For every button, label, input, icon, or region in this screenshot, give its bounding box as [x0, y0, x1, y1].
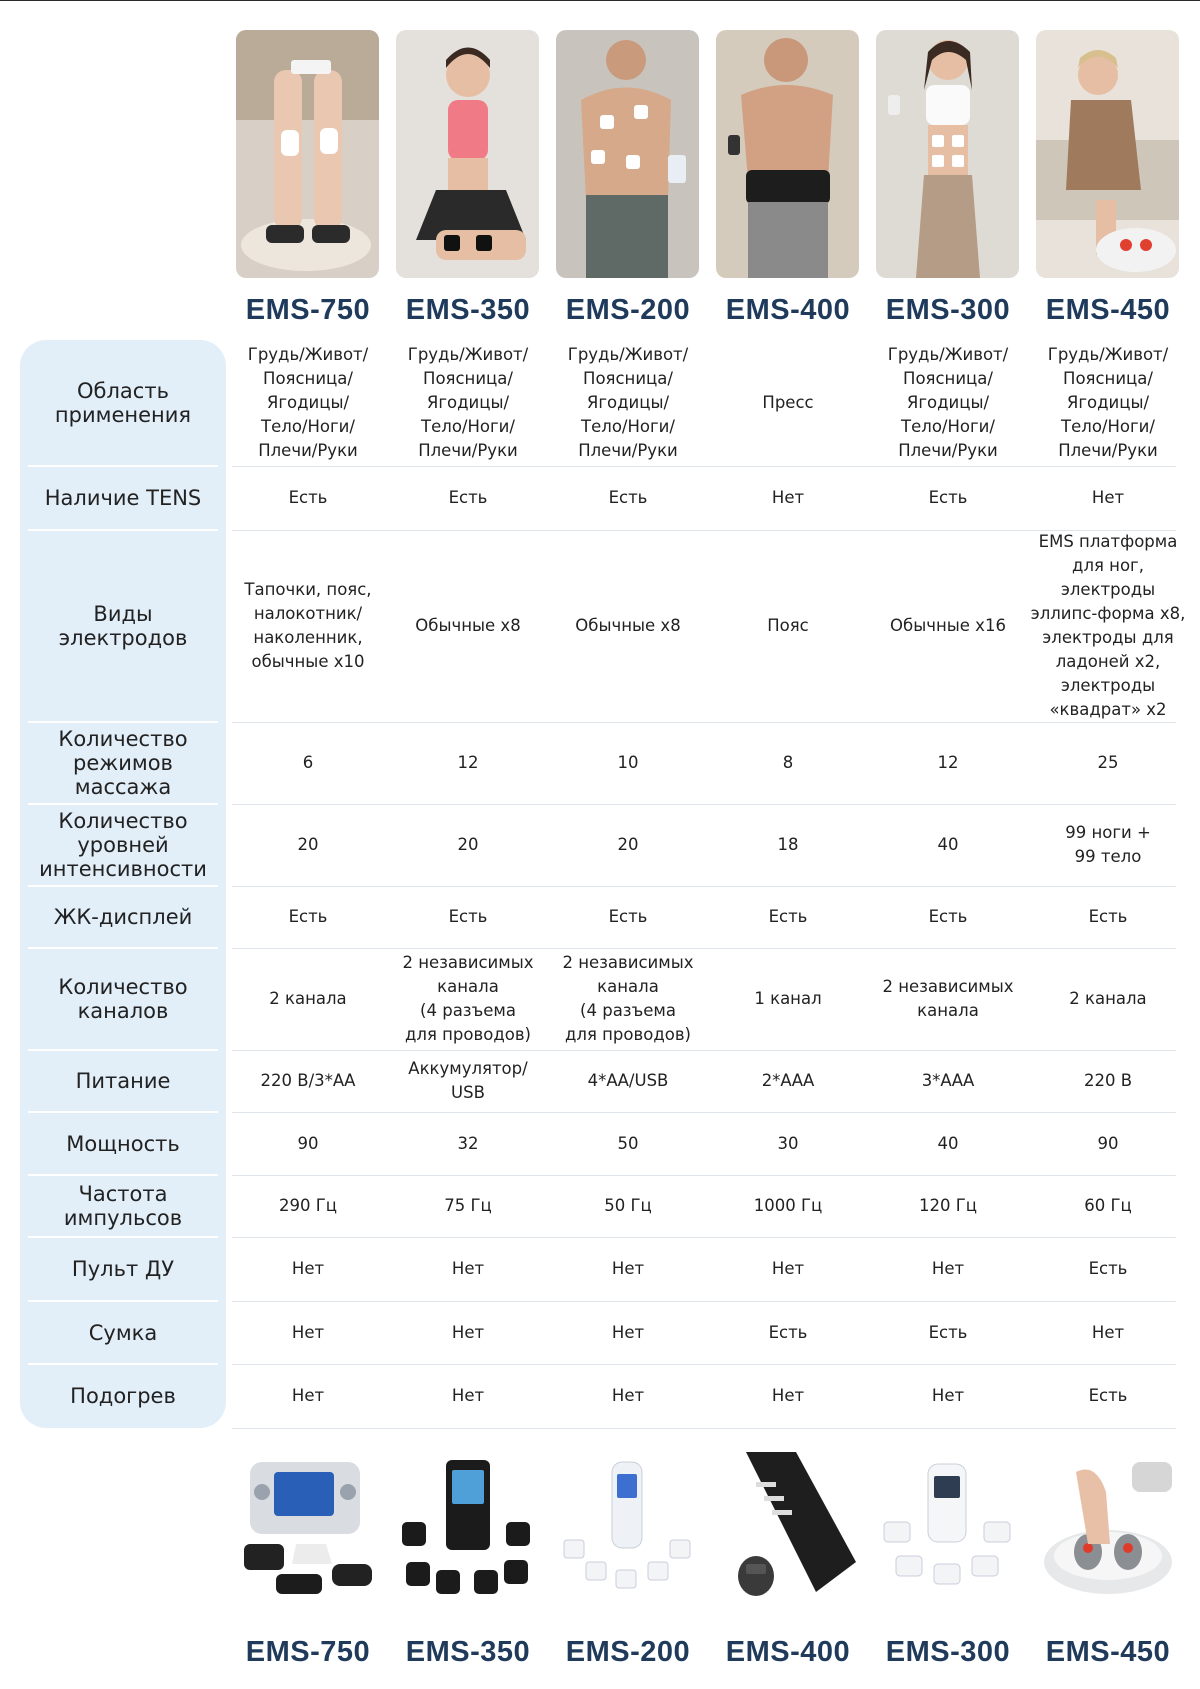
- table-cell: 60 Гц: [1084, 1196, 1132, 1215]
- photo-ems-400: [716, 30, 859, 278]
- row-label: Количество каналов: [58, 975, 188, 1023]
- product-ems-400: [716, 1452, 859, 1600]
- table-cell: 1000 Гц: [753, 1196, 823, 1215]
- man-belt-icon: [716, 30, 859, 278]
- product-ems-200: [556, 1452, 699, 1600]
- table-cell: Есть: [288, 488, 328, 507]
- woman-thigh-electrodes-icon: [396, 30, 539, 278]
- ems-200-kit-icon: [556, 1452, 699, 1600]
- row-label: Пульт ДУ: [71, 1257, 175, 1281]
- table-cell: Есть: [288, 907, 328, 926]
- table-cell: Пресс: [762, 393, 814, 412]
- table-cell: Нет: [931, 1259, 965, 1278]
- table-cell: 4*АА/USB: [587, 1071, 669, 1090]
- table-cell: Нет: [451, 1322, 485, 1342]
- model-title-top: EMS-350: [405, 294, 531, 326]
- table-cell: 32: [457, 1133, 479, 1153]
- row-label: ЖК-дисплей: [53, 905, 193, 929]
- table-cell: Есть: [768, 1322, 808, 1342]
- table-cell: Нет: [1091, 1322, 1125, 1342]
- table-cell: 20: [457, 835, 479, 854]
- product-ems-450: [1036, 1452, 1179, 1600]
- table-cell: 1 канал: [754, 989, 822, 1008]
- table-cell: Нет: [771, 1386, 805, 1405]
- photo-ems-200: [556, 30, 699, 278]
- table-cell: 75 Гц: [444, 1196, 492, 1215]
- table-cell: Обычные х8: [575, 616, 681, 635]
- row-label: Сумка: [88, 1320, 158, 1345]
- model-title-top: EMS-300: [885, 294, 1011, 326]
- row-label: Область применения: [54, 379, 192, 427]
- ems-750-kit-icon: [236, 1452, 379, 1600]
- table-cell: 2 канала: [269, 989, 347, 1008]
- table-cell: 90: [297, 1133, 319, 1153]
- table-cell: 90: [1097, 1133, 1119, 1153]
- woman-abdomen-electrodes-icon: [876, 30, 1019, 278]
- row-label: Виды электродов: [58, 602, 188, 650]
- table-cell: Нет: [931, 1386, 965, 1405]
- model-title-top: EMS-200: [565, 294, 691, 326]
- table-cell: 10: [617, 753, 639, 772]
- table-cell: Пояс: [767, 616, 809, 635]
- table-cell: 12: [457, 753, 479, 772]
- table-cell: Нет: [291, 1259, 325, 1278]
- table-cell: 30: [777, 1133, 799, 1153]
- table-cell: Есть: [768, 907, 808, 926]
- table-cell: Нет: [611, 1386, 645, 1405]
- row-label: Количество режимов массажа: [58, 727, 188, 799]
- table-cell: 290 Гц: [278, 1196, 338, 1215]
- row-label: Подогрев: [70, 1384, 176, 1408]
- table-cell: Грудь/Живот/ Поясница/ Ягодицы/ Тело/Ноги/ Плечи/Руки: [567, 345, 689, 460]
- product-ems-750: [236, 1452, 379, 1600]
- table-cell: 2 независимых канала (4 разъема для проводов): [562, 953, 694, 1044]
- table-cell: 220 В: [1083, 1071, 1133, 1090]
- row-label: Питание: [75, 1069, 171, 1093]
- table-cell: 2 канала: [1069, 989, 1147, 1008]
- table-cell: Нет: [451, 1259, 485, 1278]
- ems-450-foot-platform-icon: [1036, 1452, 1179, 1600]
- model-title-bottom: EMS-200: [565, 1636, 691, 1668]
- table-cell: 18: [777, 835, 799, 854]
- table-cell: 3*ААА: [921, 1071, 975, 1090]
- ems-400-belt-icon: [716, 1452, 859, 1600]
- table-cell: Есть: [448, 488, 488, 507]
- model-title-top: EMS-450: [1045, 294, 1171, 326]
- ems-350-kit-icon: [396, 1452, 539, 1600]
- legs-with-electrodes-icon: [236, 30, 379, 278]
- model-title-bottom: EMS-400: [725, 1636, 851, 1668]
- table-cell: 2 независимых канала: [882, 977, 1014, 1020]
- table-cell: Нет: [291, 1322, 325, 1342]
- table-cell: 2 независимых канала (4 разъема для проводов): [402, 953, 534, 1044]
- table-cell: 2*ААА: [761, 1071, 815, 1090]
- table-cell: Есть: [1088, 1386, 1128, 1405]
- table-cell: 12: [937, 753, 959, 772]
- row-label: Частота импульсов: [63, 1182, 183, 1230]
- photo-ems-300: [876, 30, 1019, 278]
- table-cell: EMS платформа для ног, электроды эллипс-форма х8, электроды для ладоней х2, электроды «квадрат» х2: [1030, 532, 1186, 719]
- table-cell: Нет: [771, 1259, 805, 1278]
- model-title-top: EMS-400: [725, 294, 851, 326]
- product-ems-350: [396, 1452, 539, 1600]
- table-cell: Нет: [611, 1322, 645, 1342]
- table-cell: Есть: [1088, 1259, 1128, 1278]
- table-cell: Нет: [291, 1386, 325, 1405]
- table-cell: Тапочки, пояс, налокотник/ наколенник, обычные х10: [244, 580, 372, 671]
- table-cell: Есть: [928, 907, 968, 926]
- table-cell: Грудь/Живот/ Поясница/ Ягодицы/ Тело/Ноги/ Плечи/Руки: [1047, 345, 1169, 460]
- table-cell: 220 В/3*АА: [260, 1071, 356, 1090]
- table-cell: Грудь/Живот/ Поясница/ Ягодицы/ Тело/Ноги/ Плечи/Руки: [247, 345, 369, 460]
- woman-foot-platform-icon: [1036, 30, 1179, 278]
- table-cell: Обычные х8: [415, 616, 521, 635]
- table-cell: 40: [937, 1133, 959, 1153]
- table-cell: Грудь/Живот/ Поясница/ Ягодицы/ Тело/Ноги/ Плечи/Руки: [887, 345, 1009, 460]
- table-cell: 120 Гц: [918, 1196, 978, 1215]
- model-title-bottom: EMS-350: [405, 1636, 531, 1668]
- table-cell: Есть: [928, 488, 968, 507]
- table-cell: Нет: [451, 1386, 485, 1405]
- table-cell: Нет: [611, 1259, 645, 1278]
- photo-ems-450: [1036, 30, 1179, 278]
- table-cell: 40: [937, 835, 959, 854]
- model-title-bottom: EMS-300: [885, 1636, 1011, 1668]
- model-title-top: EMS-750: [245, 294, 371, 326]
- table-cell: Есть: [928, 1322, 968, 1342]
- table-cell: Грудь/Живот/ Поясница/ Ягодицы/ Тело/Ноги/ Плечи/Руки: [407, 345, 529, 460]
- row-label: Мощность: [66, 1131, 180, 1156]
- table-cell: Есть: [608, 907, 648, 926]
- row-label: Количество уровней интенсивности: [39, 809, 207, 881]
- row-label: Наличие TENS: [44, 486, 202, 510]
- table-cell: 6: [302, 753, 314, 772]
- product-ems-300: [876, 1452, 1019, 1600]
- table-cell: 50: [617, 1133, 639, 1153]
- photo-ems-750: [236, 30, 379, 278]
- photo-ems-350: [396, 30, 539, 278]
- table-cell: 20: [297, 835, 319, 854]
- table-cell: 99 ноги + 99 тело: [1065, 823, 1151, 866]
- table-cell: Есть: [448, 907, 488, 926]
- top-border-line: [0, 0, 1200, 1]
- table-cell: Нет: [771, 488, 805, 507]
- man-back-electrodes-icon: [556, 30, 699, 278]
- table-cell: 50 Гц: [604, 1196, 652, 1215]
- table-cell: 8: [782, 753, 794, 772]
- table-cell: 20: [617, 835, 639, 854]
- table-cell: Обычные х16: [890, 616, 1006, 635]
- ems-300-kit-icon: [876, 1452, 1019, 1600]
- model-title-bottom: EMS-750: [245, 1636, 371, 1668]
- table-cell: 25: [1097, 753, 1119, 772]
- model-title-bottom: EMS-450: [1045, 1636, 1171, 1668]
- table-cell: Нет: [1091, 488, 1125, 507]
- row-separator: [232, 1428, 1176, 1429]
- table-cell: Есть: [608, 488, 648, 507]
- table-cell: Аккумулятор/ USB: [408, 1059, 528, 1102]
- table-cell: Есть: [1088, 907, 1128, 926]
